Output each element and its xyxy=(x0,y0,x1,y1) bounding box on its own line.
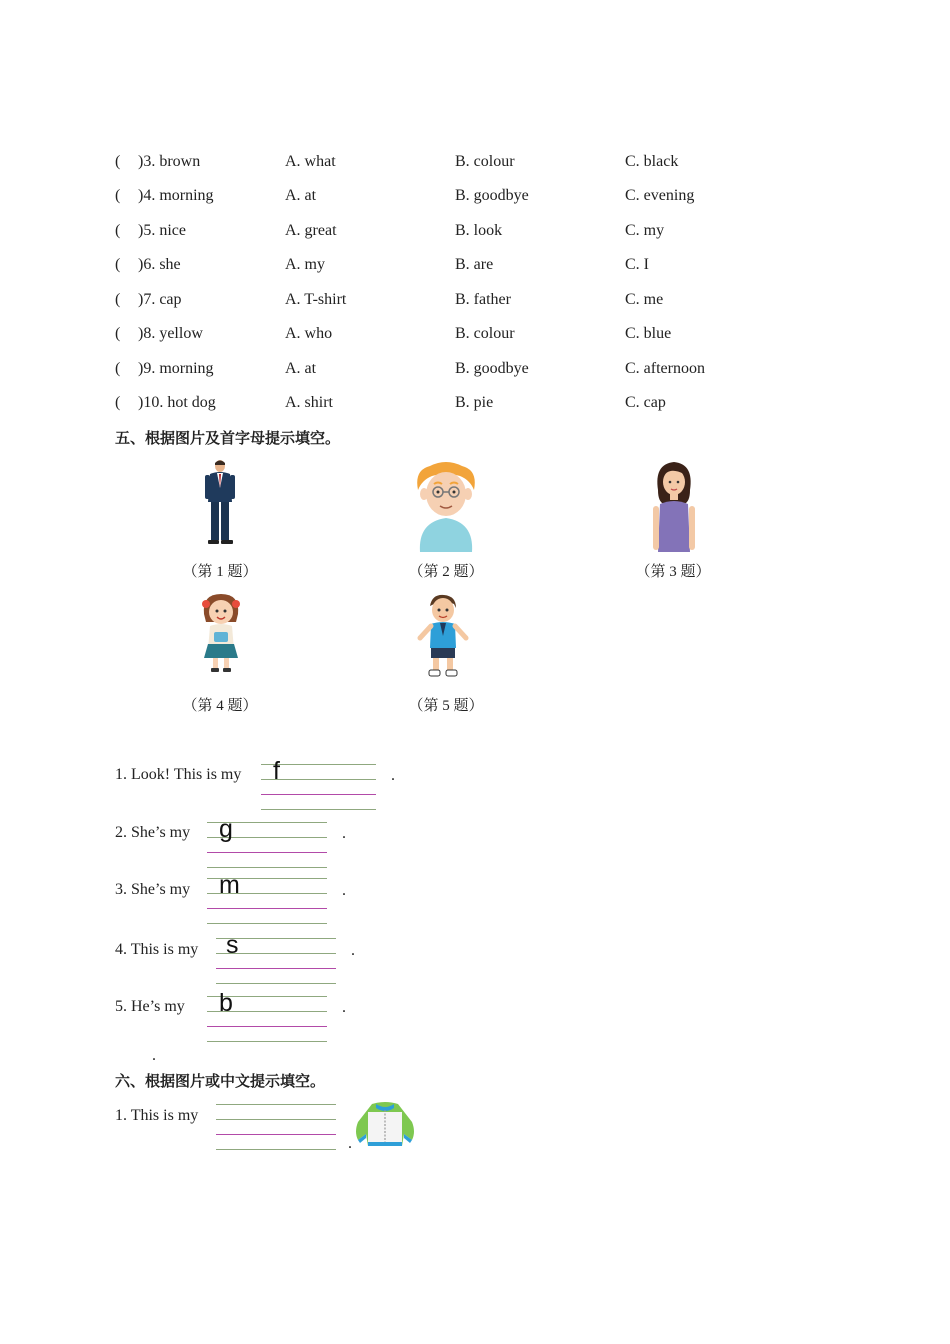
writing-lines[interactable] xyxy=(216,1104,336,1150)
option-a: A. shirt xyxy=(285,394,333,411)
grandfather-icon xyxy=(410,460,482,552)
option-c: C. me xyxy=(625,291,664,308)
option-c: C. afternoon xyxy=(625,360,705,377)
question-word: )4. morning xyxy=(138,187,214,204)
question-word: )9. morning xyxy=(138,360,214,377)
option-a: A. at xyxy=(285,360,317,377)
option-b: B. pie xyxy=(455,394,494,411)
stray-dot: . xyxy=(152,1047,156,1064)
option-a: A. my xyxy=(285,256,325,273)
hint-letter: m xyxy=(219,871,240,899)
answer-paren: ( xyxy=(115,187,121,204)
jacket-icon xyxy=(352,1100,418,1148)
question-word: )6. she xyxy=(138,256,181,273)
sentence-period: . xyxy=(351,942,355,959)
option-b: B. colour xyxy=(455,325,515,342)
section-five-heading: 五、根据图片及首字母提示填空。 xyxy=(115,429,341,447)
option-c: C. blue xyxy=(625,325,672,342)
option-b: B. look xyxy=(455,222,503,239)
option-c: C. black xyxy=(625,153,679,170)
answer-paren: ( xyxy=(115,256,121,273)
hint-letter: b xyxy=(219,989,233,1017)
picture-caption: （第 1 题） xyxy=(182,564,258,580)
picture-caption: （第 2 题） xyxy=(408,564,484,580)
picture-caption: （第 5 题） xyxy=(408,698,484,714)
answer-paren: ( xyxy=(115,325,121,342)
hint-letter: g xyxy=(219,815,233,843)
answer-paren: ( xyxy=(115,360,121,377)
answer-paren: ( xyxy=(115,222,121,239)
option-a: A. who xyxy=(285,325,333,342)
girl-icon xyxy=(198,592,244,674)
question-word: )8. yellow xyxy=(138,325,203,342)
option-c: C. my xyxy=(625,222,665,239)
sentence-period: . xyxy=(391,767,395,784)
woman-icon xyxy=(650,460,698,555)
picture-caption: （第 4 题） xyxy=(182,698,258,714)
option-b: B. goodbye xyxy=(455,360,529,377)
answer-paren: ( xyxy=(115,394,121,411)
sentence-period: . xyxy=(342,882,346,899)
sentence-period: . xyxy=(348,1135,352,1152)
fill-sentence: 4. This is my xyxy=(115,941,199,958)
writing-lines[interactable] xyxy=(261,757,376,810)
option-b: B. are xyxy=(455,256,494,273)
writing-lines[interactable] xyxy=(207,989,327,1042)
writing-lines[interactable] xyxy=(207,815,327,868)
question-word: )3. brown xyxy=(138,153,201,170)
option-a: A. great xyxy=(285,222,337,239)
fill-sentence: 1. This is my xyxy=(115,1107,199,1124)
option-c: C. evening xyxy=(625,187,695,204)
fill-sentence: 1. Look! This is my xyxy=(115,766,242,783)
boy-icon xyxy=(414,592,472,680)
option-b: B. goodbye xyxy=(455,187,529,204)
hint-letter: f xyxy=(273,757,280,785)
option-b: B. father xyxy=(455,291,511,308)
answer-paren: ( xyxy=(115,291,121,308)
option-c: C. cap xyxy=(625,394,666,411)
man-in-suit-icon xyxy=(198,458,242,548)
question-word: )5. nice xyxy=(138,222,186,239)
question-word: )7. cap xyxy=(138,291,182,308)
fill-sentence: 3. She’s my xyxy=(115,881,191,898)
option-a: A. what xyxy=(285,153,336,170)
answer-paren: ( xyxy=(115,153,121,170)
option-b: B. colour xyxy=(455,153,515,170)
fill-sentence: 2. She’s my xyxy=(115,824,191,841)
picture-caption: （第 3 题） xyxy=(635,564,711,580)
sentence-period: . xyxy=(342,999,346,1016)
hint-letter: s xyxy=(226,931,239,959)
option-c: C. I xyxy=(625,256,649,273)
section-six-heading: 六、根据图片或中文提示填空。 xyxy=(115,1072,326,1090)
writing-lines[interactable] xyxy=(216,931,336,984)
writing-lines[interactable] xyxy=(207,871,327,924)
option-a: A. T-shirt xyxy=(285,291,347,308)
fill-sentence: 5. He’s my xyxy=(115,998,185,1015)
sentence-period: . xyxy=(342,825,346,842)
option-a: A. at xyxy=(285,187,317,204)
question-word: )10. hot dog xyxy=(138,394,216,411)
